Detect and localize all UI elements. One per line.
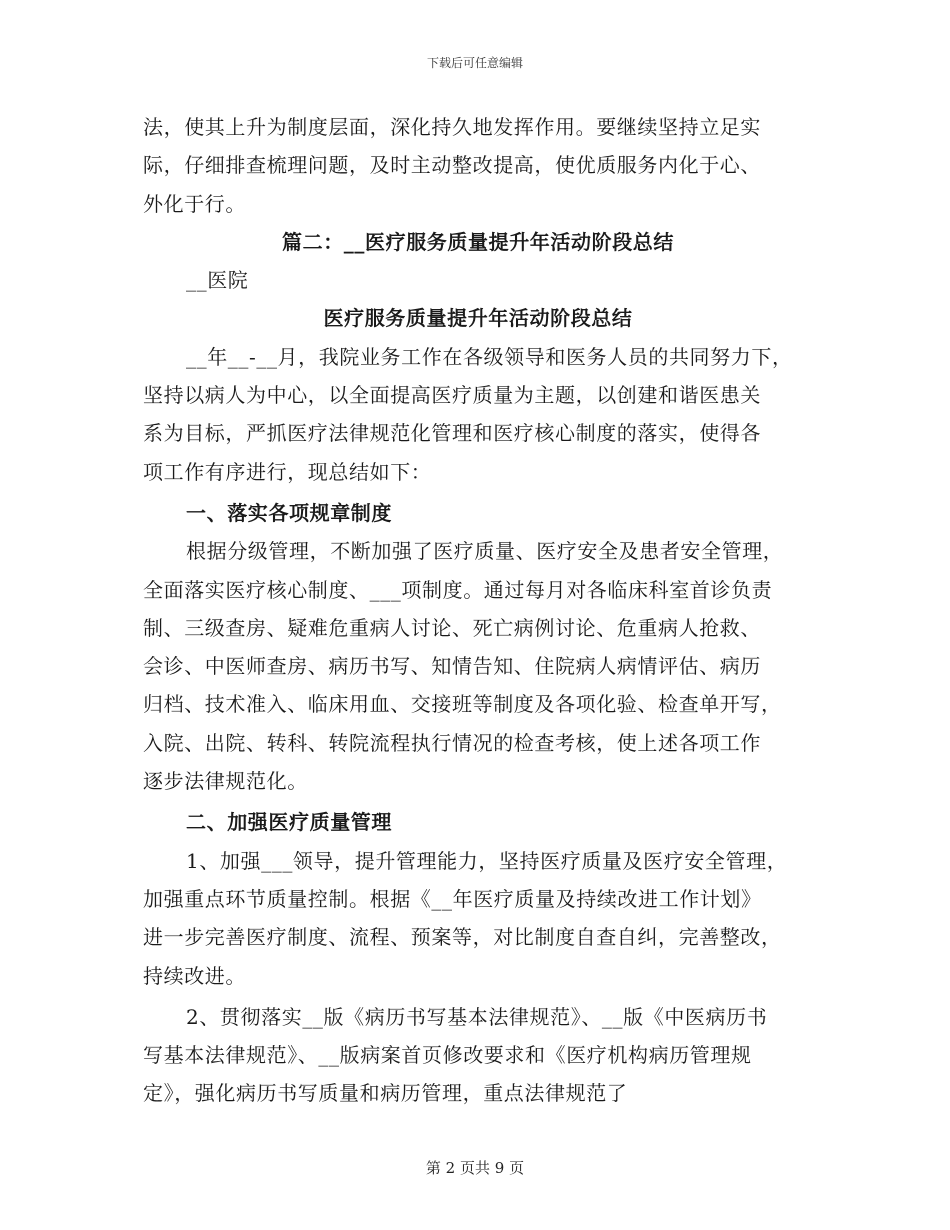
body-line: 制、三级查房、疑难危重病人讨论、死亡病例讨论、危重病人抢救、: [143, 615, 761, 640]
body-line: 逐步法律规范化。: [143, 769, 308, 794]
body-line: 根据分级管理，不断加强了医疗质量、医疗安全及患者安全管理，: [186, 539, 784, 564]
body-line: 写基本法律规范》、__版病案首页修改要求和《医疗机构病历管理规: [143, 1043, 752, 1068]
body-line: 全面落实医疗核心制度、___项制度。通过每月对各临床科室首诊负责: [143, 577, 773, 602]
body-line: 会诊、中医师查房、病历书写、知情告知、住院病人病情评估、病历: [143, 654, 761, 679]
body-line: 2、贯彻落实__版《病历书写基本法律规范》、__版《中医病历书: [186, 1004, 768, 1029]
body-line: 持续改进。: [143, 963, 246, 988]
body-line: 项工作有序进行，现总结如下：: [143, 459, 432, 484]
section-heading-1: 一、落实各项规章制度: [186, 500, 392, 525]
body-line: 进一步完善医疗制度、流程、预案等，对比制度自查自纠，完善整改，: [143, 925, 782, 950]
page-footer: 第 2 页共 9 页: [425, 1159, 525, 1177]
body-line: 加强重点环节质量控制。根据《__年医疗质量及持续改进工作计划》: [143, 886, 762, 911]
document-title: 医疗服务质量提升年活动阶段总结: [323, 306, 633, 331]
body-line: __年__-__月，我院业务工作在各级领导和医务人员的共同努力下，: [186, 344, 793, 369]
body-line: 际，仔细排查梳理问题，及时主动整改提高，使优质服务内化于心、: [143, 153, 761, 178]
document-body: [143, 108, 813, 1113]
body-line: 系为目标，严抓医疗法律规范化管理和医疗核心制度的落实，使得各: [143, 421, 761, 446]
part-title: 篇二：__医疗服务质量提升年活动阶段总结: [282, 229, 674, 254]
body-line: 法，使其上升为制度层面，深化持久地发挥作用。要继续坚持立足实: [143, 115, 761, 139]
page-header: 下载后可任意编辑: [426, 56, 523, 70]
body-line: 外化于行。: [143, 191, 246, 216]
section-heading-2: 二、加强医疗质量管理: [186, 810, 392, 835]
body-line: 坚持以病人为中心，以全面提高医疗质量为主题，以创建和谐医患关: [143, 383, 761, 408]
body-line: 归档、技术准入、临床用血、交接班等制度及各项化验、检查单开写，: [143, 692, 782, 717]
body-line: 入院、出院、转科、转院流程执行情况的检查考核，使上述各项工作: [143, 730, 761, 755]
body-line: 1、加强___领导，提升管理能力，坚持医疗质量及医疗安全管理，: [186, 848, 788, 873]
body-line: 定》，强化病历书写质量和病历管理，重点法律规范了: [143, 1081, 628, 1106]
hospital-name: __医院: [186, 268, 249, 293]
